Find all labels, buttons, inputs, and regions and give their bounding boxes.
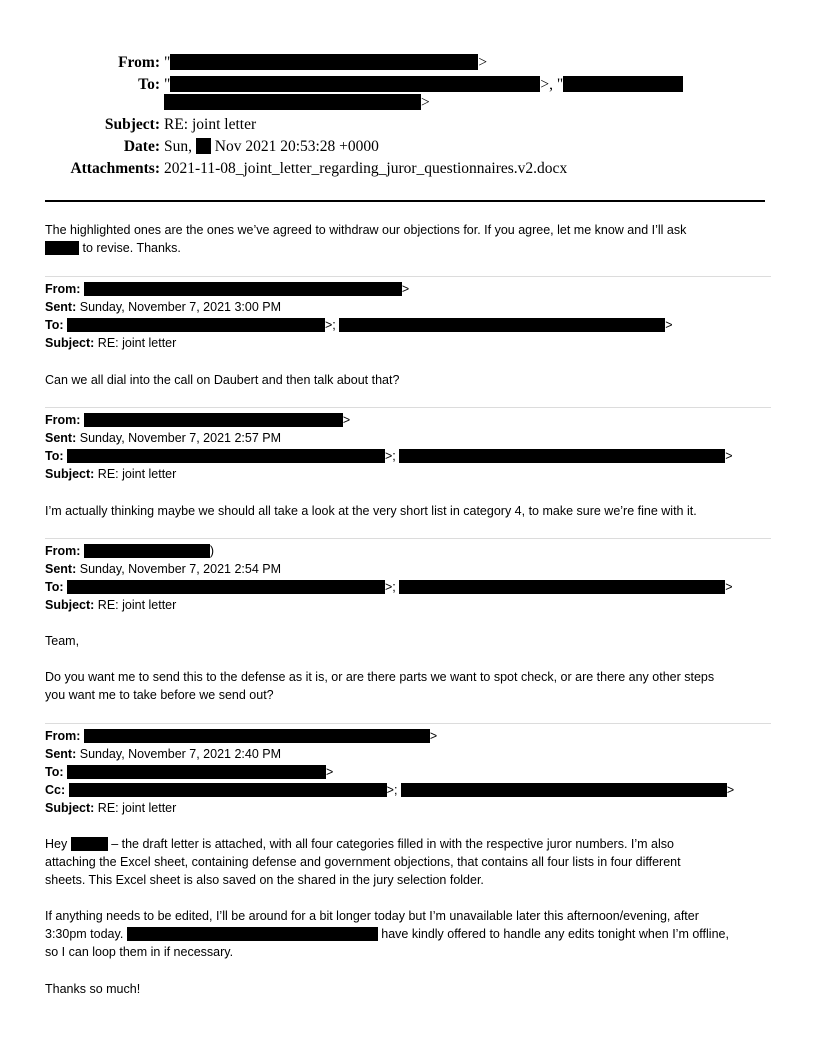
email-body-line xyxy=(45,835,674,853)
angle-close: > xyxy=(342,413,351,427)
redacted-block xyxy=(563,76,683,92)
email-to xyxy=(45,578,733,596)
header-date-label: Date: xyxy=(123,138,160,155)
header-subject-label: Subject: xyxy=(104,116,160,133)
angle-close: > xyxy=(725,449,733,463)
header-from-label: From: xyxy=(118,54,160,71)
sent-label: Sent: xyxy=(45,747,77,761)
redacted-block xyxy=(69,783,387,797)
email-body-line: attaching the Excel sheet, containing defense and government objections, that contains all four lists in four different xyxy=(45,855,681,869)
redacted-block xyxy=(339,318,665,332)
body-text: have kindly offered to handle any edits tonight when I’m offline, xyxy=(381,927,729,941)
redacted-block xyxy=(71,837,108,851)
redacted-block xyxy=(399,449,725,463)
redacted-block xyxy=(67,449,385,463)
email-from xyxy=(45,280,409,298)
email-subject xyxy=(45,334,176,352)
email-sent xyxy=(45,298,281,316)
redacted-block xyxy=(84,282,402,296)
email-body-line xyxy=(45,925,729,943)
redacted-block xyxy=(127,927,378,941)
to-label: To: xyxy=(45,449,64,463)
email-body-line: Do you want me to send this to the defense as it is, or are there parts we want to spot check, or are there any other steps xyxy=(45,670,715,684)
email-body-line: you want me to take before we send out? xyxy=(45,688,274,702)
angle-close: > xyxy=(401,282,410,296)
redacted-block xyxy=(170,76,540,92)
angle-close: > xyxy=(326,765,334,779)
subject-label: Subject: xyxy=(45,598,95,612)
email-signoff: Thanks so much! xyxy=(45,982,141,996)
email-separator xyxy=(45,538,771,539)
angle-close: > xyxy=(665,318,673,332)
to-label: To: xyxy=(45,580,64,594)
header-date-value xyxy=(164,138,379,156)
from-label: From: xyxy=(45,544,81,558)
email-body-greeting: Team, xyxy=(45,634,80,648)
subject-label: Subject: xyxy=(45,801,95,815)
sent-value: Sunday, November 7, 2021 2:40 PM xyxy=(79,747,282,761)
header-subject-value: RE: joint letter xyxy=(164,116,257,133)
to-label: To: xyxy=(45,318,64,332)
email-to xyxy=(45,316,673,334)
redacted-block xyxy=(45,241,79,255)
quote-open: " xyxy=(164,76,171,93)
email-subject xyxy=(45,596,176,614)
header-from-value xyxy=(164,54,487,72)
email-from xyxy=(45,411,350,429)
redacted-block xyxy=(401,783,727,797)
email-body-line: If anything needs to be edited, I’ll be around for a bit longer today but I’m unavailable later this afternoon/evening, after xyxy=(45,909,699,923)
email-subject xyxy=(45,465,176,483)
email-body-line: so I can loop them in if necessary. xyxy=(45,945,234,959)
header-to-label: To: xyxy=(138,76,160,93)
sent-value: Sunday, November 7, 2021 3:00 PM xyxy=(79,300,282,314)
date-suffix: Nov 2021 20:53:28 +0000 xyxy=(214,138,379,155)
top-message-line2 xyxy=(45,239,181,257)
subject-value: RE: joint letter xyxy=(97,801,177,815)
subject-label: Subject: xyxy=(45,336,95,350)
sent-label: Sent: xyxy=(45,562,77,576)
redacted-block xyxy=(84,729,430,743)
redacted-block xyxy=(164,94,421,110)
redacted-block xyxy=(196,138,211,154)
separator-text: >; xyxy=(385,580,396,594)
from-label: From: xyxy=(45,729,81,743)
from-label: From: xyxy=(45,413,81,427)
sent-value: Sunday, November 7, 2021 2:57 PM xyxy=(79,431,282,445)
subject-value: RE: joint letter xyxy=(97,598,177,612)
cc-label: Cc: xyxy=(45,783,66,797)
email-sent xyxy=(45,745,281,763)
redacted-block xyxy=(84,544,210,558)
email-body: Can we all dial into the call on Daubert and then talk about that? xyxy=(45,373,400,387)
redacted-block xyxy=(399,580,725,594)
subject-value: RE: joint letter xyxy=(97,336,177,350)
separator-text: >, " xyxy=(540,76,564,93)
angle-close: > xyxy=(726,783,735,797)
top-message-line1: The highlighted ones are the ones we’ve agreed to withdraw our objections for. If you agree, let me know and I’ll ask xyxy=(45,223,687,237)
email-to xyxy=(45,447,733,465)
email-separator xyxy=(45,276,771,277)
top-message-line2-text: to revise. Thanks. xyxy=(82,241,181,255)
separator-text: >; xyxy=(386,783,398,797)
body-text: 3:30pm today. xyxy=(45,927,124,941)
redacted-block xyxy=(67,318,325,332)
separator-text: >; xyxy=(385,449,396,463)
header-to-value xyxy=(164,76,683,94)
angle-close: > xyxy=(429,729,438,743)
email-body-line: sheets. This Excel sheet is also saved on the shared in the jury selection folder. xyxy=(45,873,484,887)
subject-label: Subject: xyxy=(45,467,95,481)
email-subject xyxy=(45,799,176,817)
sent-label: Sent: xyxy=(45,300,77,314)
body-text: – the draft letter is attached, with all four categories filled in with the respective juror numbers. I’m also xyxy=(111,837,674,851)
email-sent xyxy=(45,560,281,578)
email-to xyxy=(45,763,333,781)
redacted-block xyxy=(170,54,478,70)
date-prefix: Sun, xyxy=(164,138,192,155)
email-cc xyxy=(45,781,734,799)
sent-label: Sent: xyxy=(45,431,77,445)
email-from xyxy=(45,542,214,560)
angle-close: > xyxy=(725,580,733,594)
redacted-block xyxy=(67,765,326,779)
redacted-block xyxy=(67,580,385,594)
header-to-row-cont xyxy=(164,94,430,112)
header-attachments-label: Attachments: xyxy=(70,160,160,177)
attachment-filename: 2021-11-08_joint_letter_regarding_juror_questionnaires.v2.docx xyxy=(164,160,568,177)
paren-close: ) xyxy=(209,544,215,558)
quote-open: " xyxy=(164,54,171,71)
email-body: I’m actually thinking maybe we should all take a look at the very short list in category 4, to make sure we’re fine with it. xyxy=(45,504,697,518)
sent-value: Sunday, November 7, 2021 2:54 PM xyxy=(79,562,282,576)
header-divider xyxy=(45,200,765,202)
subject-value: RE: joint letter xyxy=(97,467,177,481)
angle-close: > xyxy=(478,54,488,71)
to-label: To: xyxy=(45,765,64,779)
email-separator xyxy=(45,723,771,724)
separator-text: >; xyxy=(325,318,336,332)
email-from xyxy=(45,727,437,745)
email-separator xyxy=(45,407,771,408)
email-sent xyxy=(45,429,281,447)
redacted-block xyxy=(84,413,343,427)
angle-close: > xyxy=(421,94,430,111)
from-label: From: xyxy=(45,282,81,296)
greeting-word: Hey xyxy=(45,837,68,851)
